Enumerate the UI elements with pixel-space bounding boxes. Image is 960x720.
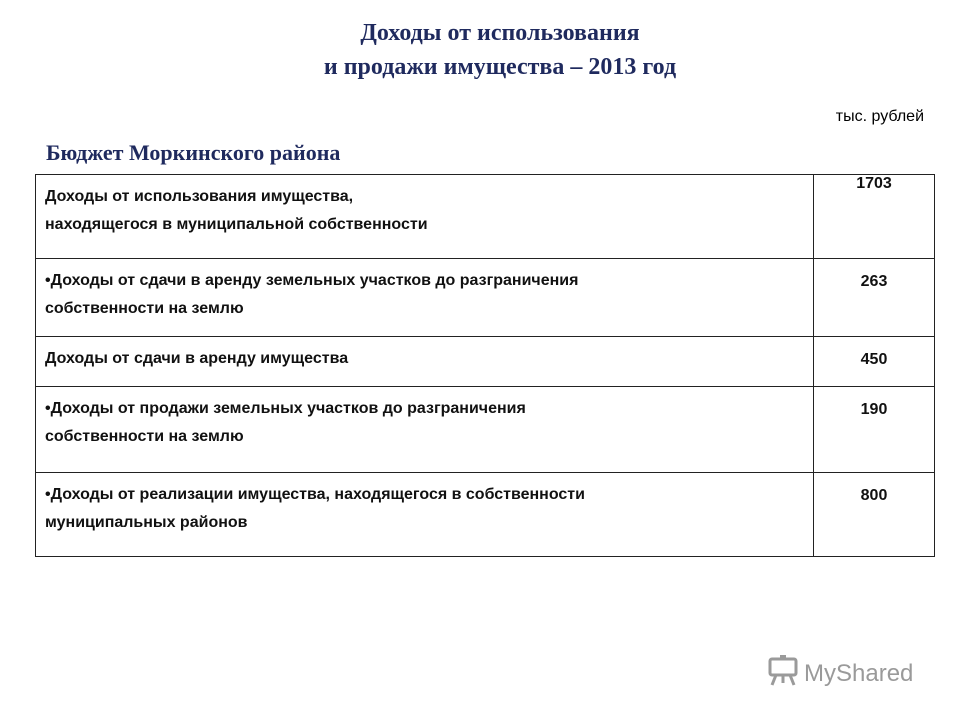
watermark-logo	[766, 654, 913, 693]
row-label-line-1: Доходы от использования имущества,	[45, 188, 354, 205]
row-label	[36, 337, 814, 387]
row-label-line-2: собственности на землю	[45, 300, 244, 317]
table-row	[36, 387, 935, 473]
row-label-line-2: собственности на землю	[45, 428, 244, 445]
row-label	[36, 387, 814, 473]
table-row	[36, 259, 935, 337]
table-row	[36, 473, 935, 557]
row-label-line-2: находящегося в муниципальной собственности	[45, 216, 428, 233]
title-line-1: Доходы от использования	[360, 20, 640, 46]
row-label-line-1: •Доходы от сдачи в аренду земельных участков до разграничения	[45, 272, 579, 289]
row-label-line-1: Доходы от сдачи в аренду имущества	[45, 350, 349, 367]
page-title	[0, 16, 960, 84]
presentation-board-icon	[766, 654, 804, 693]
row-value: 263	[814, 259, 935, 337]
row-label-line-1: •Доходы от продажи земельных участков до разграничения	[45, 400, 526, 417]
row-label	[36, 259, 814, 337]
table-row	[36, 175, 935, 259]
row-value: 800	[814, 473, 935, 557]
row-label	[36, 473, 814, 557]
row-value: 1703	[814, 175, 935, 259]
row-value: 190	[814, 387, 935, 473]
row-label	[36, 175, 814, 259]
row-value: 450	[814, 337, 935, 387]
income-table	[35, 174, 935, 557]
title-line-2: и продажи имущества – 2013 год	[323, 54, 677, 80]
row-label-line-1: •Доходы от реализации имущества, находящегося в собственности	[45, 486, 585, 503]
budget-subtitle: Бюджет Моркинского района	[46, 140, 341, 165]
watermark-text: MyShared	[804, 659, 914, 687]
units-label: тыс. рублей	[835, 108, 924, 125]
table-row	[36, 337, 935, 387]
row-label-line-2: муниципальных районов	[45, 514, 248, 531]
